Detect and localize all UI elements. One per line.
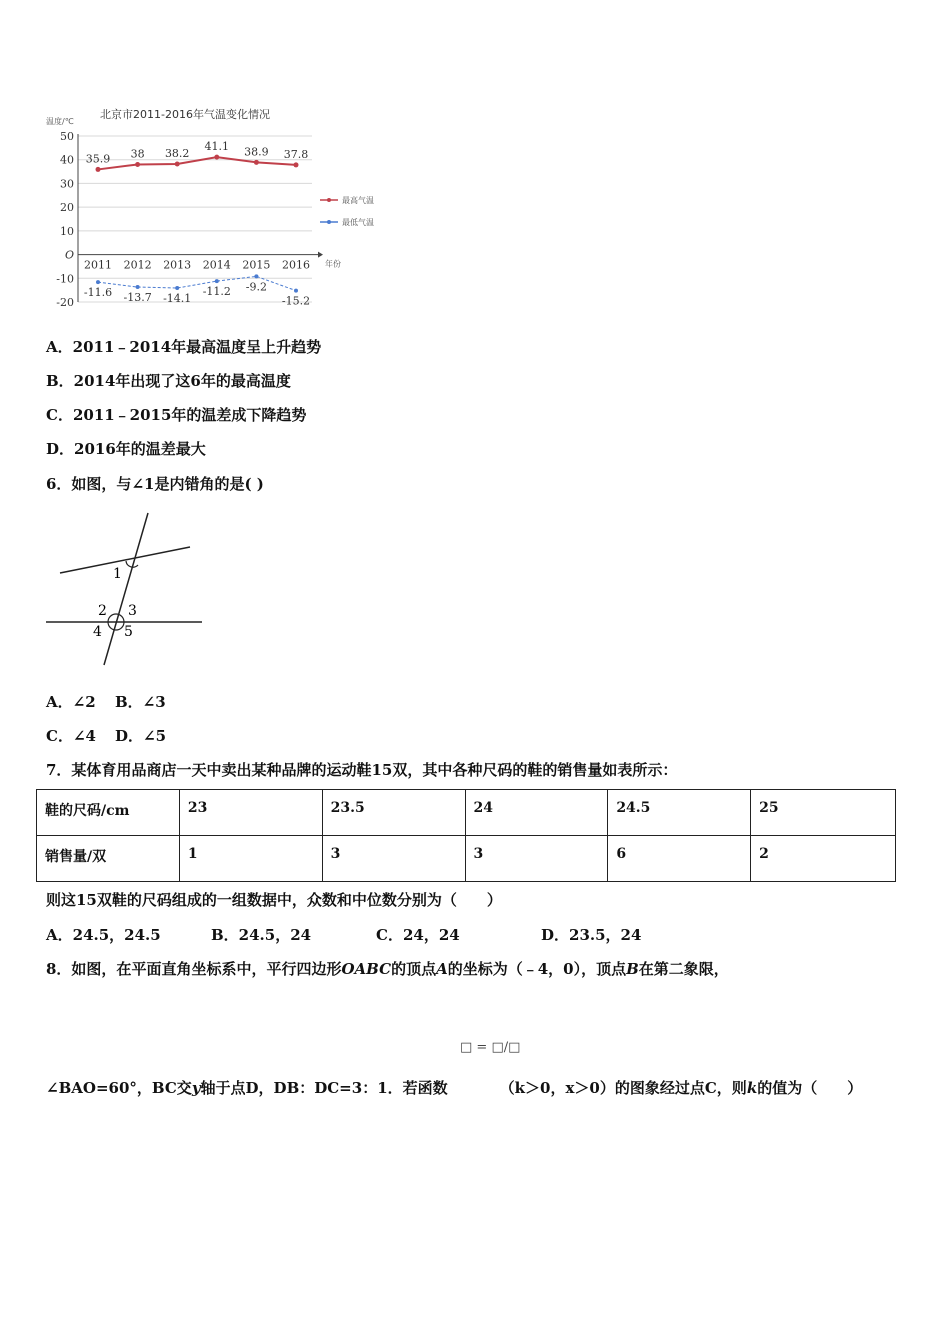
table-cell: 销售量/双 bbox=[37, 836, 180, 882]
q8-stem bbox=[46, 958, 729, 979]
chart-y-tick-label: 50 bbox=[60, 130, 74, 143]
table-cell: 3 bbox=[322, 836, 465, 882]
chart-x-tick-label: 2015 bbox=[242, 258, 271, 272]
chart-data-label: 37.8 bbox=[283, 147, 309, 161]
q8-var-oabc: OABC bbox=[341, 960, 392, 978]
chart-data-point bbox=[294, 289, 298, 293]
chart-data-label: -11.2 bbox=[202, 285, 231, 299]
q6-label-1: 1 bbox=[113, 566, 122, 582]
q7-option-b: B．24.5，24 bbox=[211, 926, 312, 944]
q8-var-a: A bbox=[436, 960, 448, 978]
q6-label-4: 4 bbox=[93, 624, 102, 640]
chart-x-tick-label: 2014 bbox=[202, 258, 231, 272]
chart-legend-label: 最高气温 bbox=[342, 196, 374, 205]
chart-x-tick-label: 2016 bbox=[282, 258, 310, 272]
chart-x-tick-label: 2012 bbox=[123, 258, 152, 272]
q7-option-d: D．23.5，24 bbox=[541, 926, 642, 944]
q8-line2-part: D，DB：DC=3：1．若函数 bbox=[245, 1079, 448, 1097]
chart-data-point bbox=[96, 167, 101, 172]
q7-option-c: C．24，24 bbox=[376, 926, 460, 944]
q8-line2-part: 交 bbox=[176, 1079, 192, 1097]
chart-data-label: 38 bbox=[130, 147, 145, 161]
q8-line2-part: C，则 bbox=[704, 1079, 747, 1097]
chart-data-label: -9.2 bbox=[245, 280, 268, 294]
chart-y-tick-label: -20 bbox=[56, 296, 74, 309]
q6-option-c: C．∠4 bbox=[46, 727, 96, 745]
chart-data-point bbox=[136, 285, 140, 289]
chart-data-point bbox=[254, 160, 259, 165]
chart-svg bbox=[44, 104, 389, 314]
chart-legend-label: 最低气温 bbox=[342, 218, 374, 227]
chart-data-label: -11.6 bbox=[83, 286, 113, 300]
table-cell: 24 bbox=[465, 790, 608, 836]
q6-transversal bbox=[104, 513, 148, 665]
chart-data-label: -14.1 bbox=[163, 292, 192, 306]
chart-data-point bbox=[215, 279, 219, 283]
chart-x-axis-label: 年份 bbox=[325, 259, 341, 269]
chart-data-label: 38.2 bbox=[164, 146, 190, 160]
q6-label-5: 5 bbox=[124, 624, 133, 640]
table-cell: 25 bbox=[751, 790, 896, 836]
q5-option-a: A．2011﹣2014年最高温度呈上升趋势 bbox=[46, 338, 322, 356]
chart-y-tick-label: 30 bbox=[60, 177, 74, 191]
q8-stem-part: 的顶点 bbox=[391, 960, 437, 978]
chart-y-tick-label: 20 bbox=[60, 201, 74, 215]
chart-x-axis-arrow bbox=[318, 252, 323, 258]
chart-data-label: 41.1 bbox=[204, 140, 230, 154]
q6-label-2: 2 bbox=[98, 603, 107, 619]
q8-line2-part: 轴于点 bbox=[200, 1079, 246, 1097]
chart-x-tick-label: 2013 bbox=[163, 258, 192, 272]
q6-option-d: D．∠5 bbox=[115, 727, 167, 745]
chart-y-axis-label: 温度/℃ bbox=[46, 117, 74, 126]
table-cell: 2 bbox=[751, 836, 896, 882]
q8-stem-part: 在第二象限， bbox=[638, 960, 729, 978]
q6-label-3: 3 bbox=[128, 603, 137, 619]
q6-angle-figure bbox=[40, 505, 215, 675]
q6-stem: 6．如图，与∠1是内错角的是( ) bbox=[46, 475, 264, 493]
q8-stem-part: 8．如图，在平面直角坐标系中，平行四边形 bbox=[46, 960, 342, 978]
q7-size-table bbox=[36, 789, 896, 882]
q6-upper-line bbox=[60, 547, 190, 573]
q8-formula-image: □ = □/□ bbox=[460, 1040, 521, 1055]
chart-legend-marker bbox=[327, 220, 331, 224]
table-cell: 鞋的尺码/cm bbox=[37, 790, 180, 836]
table-row bbox=[37, 836, 896, 882]
chart-data-point bbox=[96, 280, 100, 284]
chart-data-label: -15.2 bbox=[281, 294, 311, 308]
chart-data-point bbox=[254, 274, 258, 278]
chart-y-tick-label: 40 bbox=[60, 153, 74, 167]
chart-series-line bbox=[98, 157, 296, 169]
q8-line2-part: （k＞0，x＞0）的图象经过点 bbox=[499, 1079, 705, 1097]
q8-line2-part: ∠BAO=60°，BC bbox=[46, 1079, 177, 1097]
table-cell: 23.5 bbox=[322, 790, 465, 836]
q5-option-c: C．2011﹣2015年的温差成下降趋势 bbox=[46, 406, 307, 424]
chart-data-point bbox=[175, 286, 179, 290]
q7-stem: 7．某体育用品商店一天中卖出某种品牌的运动鞋15双，其中各种尺码的鞋的销售量如表所示： bbox=[46, 761, 678, 779]
table-cell: 1 bbox=[179, 836, 322, 882]
q5-option-d: D．2016年的温差最大 bbox=[46, 440, 206, 458]
chart-data-label: 38.9 bbox=[244, 145, 269, 159]
table-cell: 24.5 bbox=[608, 790, 751, 836]
chart-y-tick-label: O bbox=[64, 248, 74, 262]
chart-y-tick-label: -10 bbox=[56, 272, 74, 286]
chart-data-label: -13.7 bbox=[123, 291, 152, 305]
chart-legend-marker bbox=[327, 198, 331, 202]
chart-y-tick-label: 10 bbox=[60, 224, 74, 238]
q6-option-a: A．∠2 bbox=[46, 693, 96, 711]
q7-option-a: A．24.5，24.5 bbox=[46, 926, 161, 944]
q6-option-b: B．∠3 bbox=[115, 693, 166, 711]
q8-var-y: y bbox=[191, 1079, 201, 1097]
table-row bbox=[37, 790, 896, 836]
chart-data-point bbox=[294, 162, 299, 167]
q5-option-b: B．2014年出现了这6年的最高温度 bbox=[46, 372, 291, 390]
q8-line-2 bbox=[46, 1077, 862, 1098]
chart-data-point bbox=[214, 155, 219, 160]
table-cell: 23 bbox=[179, 790, 322, 836]
chart-data-point bbox=[135, 162, 140, 167]
chart-title: 北京市2011-2016年气温变化情况 bbox=[100, 108, 270, 121]
table-cell: 3 bbox=[465, 836, 608, 882]
q7-follow-up: 则这15双鞋的尺码组成的一组数据中，众数和中位数分别为（ ） bbox=[46, 891, 502, 909]
q8-var-b: B bbox=[626, 960, 639, 978]
chart-x-tick-label: 2011 bbox=[84, 258, 112, 272]
q8-var-k: k bbox=[746, 1079, 758, 1097]
temperature-chart bbox=[44, 104, 389, 314]
q8-line2-part: 的值为（ ） bbox=[757, 1079, 863, 1097]
q8-stem-part: 的坐标为（﹣4，0），顶点 bbox=[447, 960, 627, 978]
chart-data-point bbox=[175, 161, 180, 166]
chart-data-label: 35.9 bbox=[85, 152, 111, 166]
table-cell: 6 bbox=[608, 836, 751, 882]
